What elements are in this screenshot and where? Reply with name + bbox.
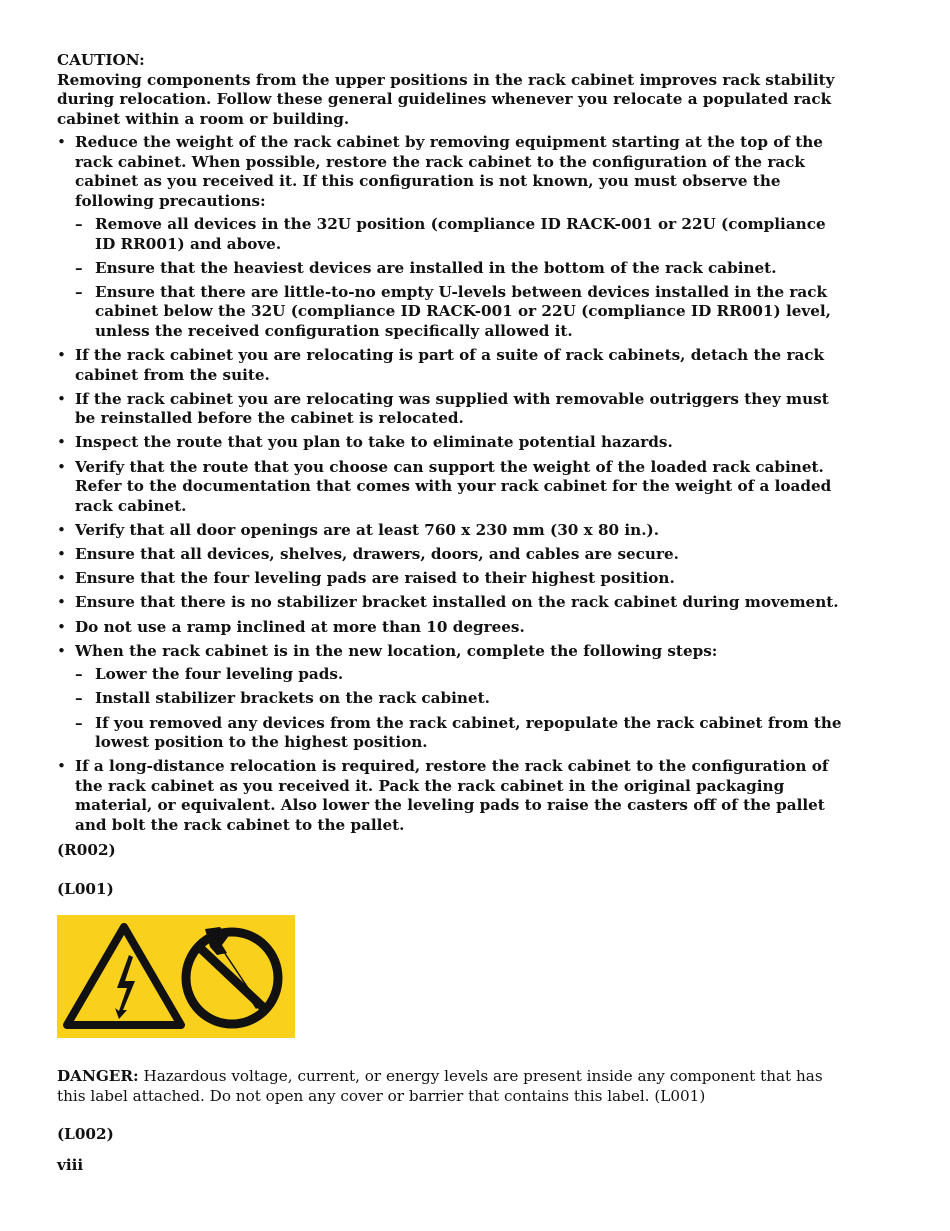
sub-list-item: – Install stabilizer brackets on the rack cabinet. xyxy=(75,689,847,709)
caution-title: CAUTION: xyxy=(57,51,145,69)
danger-label: DANGER: xyxy=(57,1067,139,1086)
list-item: • Do not use a ramp inclined at more than 10 degrees. xyxy=(57,618,847,638)
danger-statement xyxy=(57,1067,847,1106)
list-item: • Ensure that the four leveling pads are raised to their highest position. xyxy=(57,569,847,589)
no-tools-prohibition-icon xyxy=(186,927,278,1024)
list-item: • Ensure that there is no stabilizer bracket installed on the rack cabinet during movement. xyxy=(57,593,847,613)
sub-list xyxy=(75,215,847,341)
list-item: • Reduce the weight of the rack cabinet by removing equipment starting at the top of the rack cabinet. When possible, restore the rack cabinet to the configuration of the rack cabinet as you received it. If this configuration is not known, you must observe the following precautions: – Remove all devices in the 32U position (compliance ID RACK-001 or 22U (compliance ID RR001) and above. – Ensure that the heaviest devices are installed in the bottom of the rack cabinet. – Ensure that there are little-to-no empty U-levels between devices installed in the rack cabinet below the 32U (compliance ID RACK-001 or 22U (compliance ID RR001) level, unless the received configuration specifically allowed it. xyxy=(57,133,847,341)
list-item: • Inspect the route that you plan to take to eliminate potential hazards. xyxy=(57,433,847,453)
sub-list-item: – Remove all devices in the 32U position (compliance ID RACK-001 or 22U (compliance ID RR001) and above. xyxy=(75,215,847,254)
list-item: • Verify that all door openings are at least 760 x 230 mm (30 x 80 in.). xyxy=(57,521,847,541)
caution-intro: Removing components from the upper positions in the rack cabinet improves rack stability during relocation. Follow these general guidelines whenever you relocate a populated rack cabinet within a room or building. xyxy=(57,70,835,128)
sub-list-item: – If you removed any devices from the rack cabinet, repopulate the rack cabinet from the lowest position to the highest position. xyxy=(75,714,847,753)
document-page xyxy=(57,51,847,1145)
label-l001-code: (L001) xyxy=(57,879,114,898)
danger-text: Hazardous voltage, current, or energy levels are present inside any component that has this label attached. Do not open any cover or barrier that contains this label. (L001) xyxy=(57,1067,823,1105)
page-number: viii xyxy=(57,1156,84,1174)
hazard-label-graphic xyxy=(57,915,295,1038)
list-item: • If the rack cabinet you are relocating was supplied with removable outriggers they must be reinstalled before the cabinet is relocated. xyxy=(57,390,847,429)
list-item: • If a long-distance relocation is required, restore the rack cabinet to the configuration of the rack cabinet as you received it. Pack the rack cabinet in the original packaging material, or equivalent. Also lower the leveling pads to raise the casters off of the pallet and bolt the rack cabinet to the pallet. xyxy=(57,757,847,835)
list-item: • If the rack cabinet you are relocating is part of a suite of rack cabinets, detach the rack cabinet from the suite. xyxy=(57,346,847,385)
list-item: • Ensure that all devices, shelves, drawers, doors, and cables are secure. xyxy=(57,545,847,565)
sub-list-item: – Lower the four leveling pads. xyxy=(75,665,847,685)
sub-list-item: – Ensure that the heaviest devices are installed in the bottom of the rack cabinet. xyxy=(75,259,847,279)
caution-code: (R002) xyxy=(57,841,116,860)
hazard-label-l001 xyxy=(57,915,295,1038)
list-item: • When the rack cabinet is in the new location, complete the following steps: – Lower the four leveling pads. – Install stabilizer brackets on the rack cabinet. – If you removed any devices from the rack cabinet, repopulate the rack cabinet from the lowest position to the highest position. xyxy=(57,642,847,753)
sub-list xyxy=(75,665,847,752)
list-item: • Verify that the route that you choose can support the weight of the loaded rack cabinet. Refer to the documentation that comes with your rack cabinet for the weight of a loaded rack cabinet. xyxy=(57,458,847,517)
label-l002-code: (L002) xyxy=(57,1125,114,1144)
high-voltage-warning-icon xyxy=(67,927,181,1025)
caution-list xyxy=(57,133,847,835)
sub-list-item: – Ensure that there are little-to-no empty U-levels between devices installed in the rack cabinet below the 32U (compliance ID RACK-001 or 22U (compliance ID RR001) level, unless the received configuration specifically allowed it. xyxy=(75,283,847,342)
